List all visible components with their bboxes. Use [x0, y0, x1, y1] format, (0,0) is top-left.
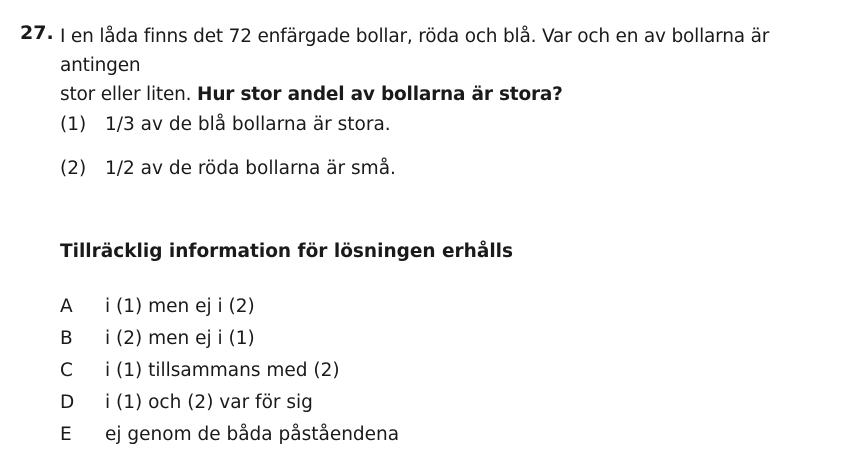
option-text: i (1) tillsammans med (2)	[105, 360, 340, 381]
statement-number: (1)	[60, 114, 87, 135]
answer-options-list	[60, 295, 660, 455]
question-number: 27.	[20, 22, 54, 44]
option-text: ej genom de båda påståendena	[105, 424, 400, 445]
question-text-line2: stor eller liten.	[60, 84, 192, 105]
answer-section-heading: Tillräcklig information för lösningen erhålls	[60, 241, 514, 262]
question-prompt: Hur stor andel av bollarna är stora?	[197, 84, 563, 105]
statement-number: (2)	[60, 158, 87, 179]
question-text	[60, 22, 850, 109]
answer-option-b[interactable]	[60, 327, 660, 359]
option-letter: E	[60, 424, 72, 445]
answer-option-a[interactable]	[60, 295, 660, 327]
option-letter: B	[60, 328, 73, 349]
answer-option-d[interactable]	[60, 391, 660, 423]
answer-option-c[interactable]	[60, 359, 660, 391]
option-text: i (1) men ej i (2)	[105, 296, 255, 317]
option-text: i (2) men ej i (1)	[105, 328, 255, 349]
option-letter: A	[60, 296, 73, 317]
option-letter: C	[60, 360, 73, 381]
question-text-line1: I en låda finns det 72 enfärgade bollar, röda och blå. Var och en av bollarna är antingen	[60, 26, 770, 76]
answer-option-e[interactable]	[60, 423, 660, 455]
statement-text: 1/3 av de blå bollarna är stora.	[105, 114, 391, 135]
option-letter: D	[60, 392, 75, 413]
statement-text: 1/2 av de röda bollarna är små.	[105, 158, 396, 179]
option-text: i (1) och (2) var för sig	[105, 392, 313, 413]
